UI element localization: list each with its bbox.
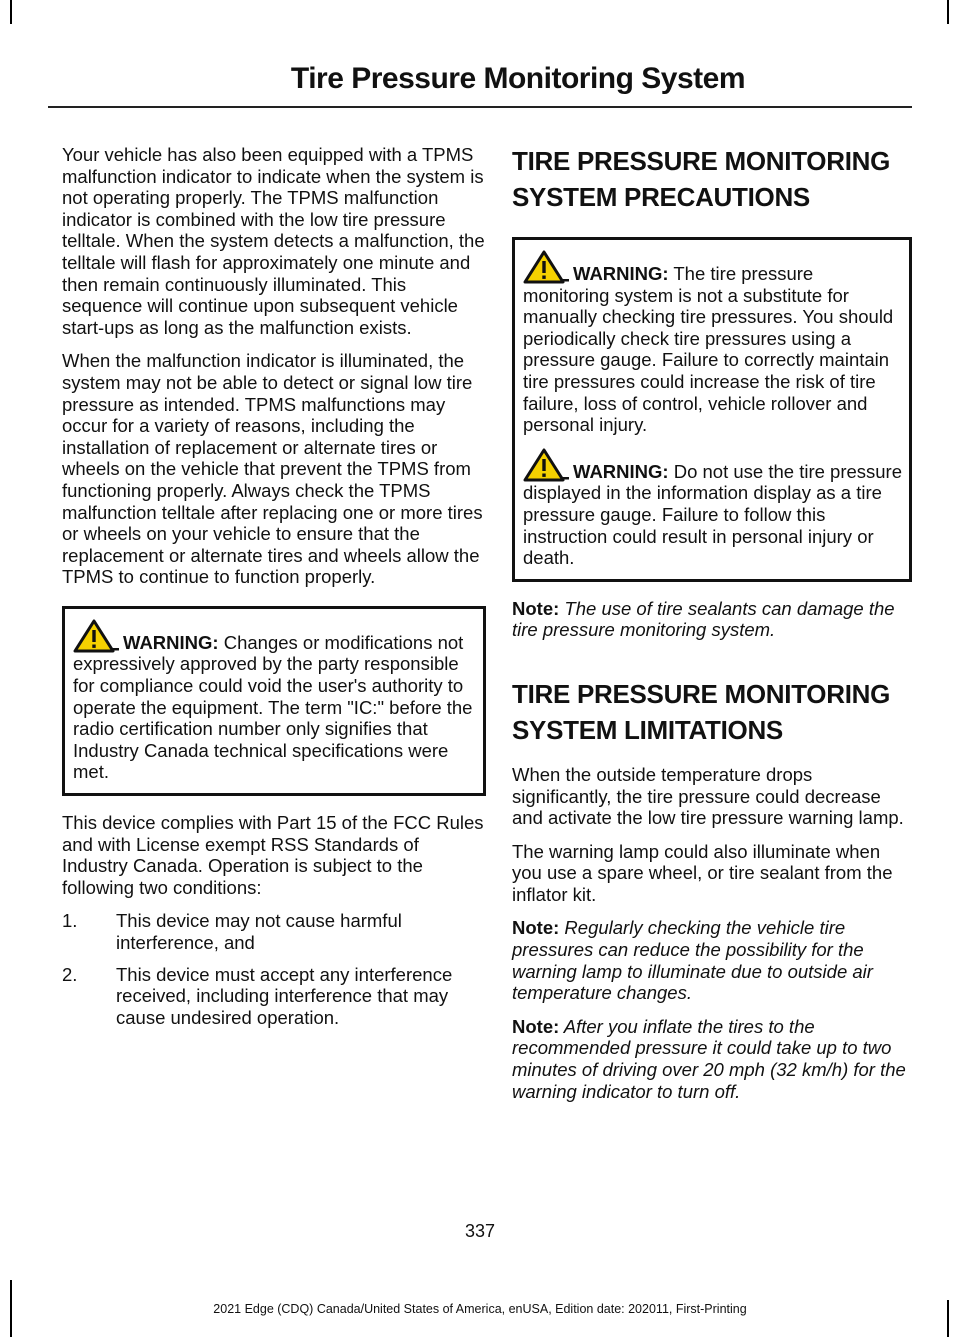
note-after-inflate xyxy=(512,1016,912,1102)
header-divider xyxy=(48,106,912,108)
warning-substitute-text xyxy=(523,250,903,436)
list-item-number: 2. xyxy=(62,963,78,985)
note-body: The use of tire sealants can damage the tire pressure monitoring system. xyxy=(512,597,895,641)
warning-label: WARNING: xyxy=(573,263,669,284)
warning-triangle-icon xyxy=(523,250,569,284)
section-heading-precautions xyxy=(512,146,912,213)
note-label: Note: xyxy=(512,597,560,619)
list-item xyxy=(62,964,486,1029)
note-sealants xyxy=(512,598,912,641)
note-regular-checking xyxy=(512,917,912,1003)
warning-body: The tire pressure monitoring system is not a substitute for manually checking tire pressures. You should periodically check tire pressures using a pressure gauge. Failure to correctly maintain tire pressures could increase the risk of tire failure, loss of control, vehicle rollover and personal injury. xyxy=(523,263,894,436)
note-body: After you inflate the tires to the recommended pressure it could take up to two minutes of driving over 20 mph (32 km/h) for the warning indicator to turn off. xyxy=(512,1015,906,1102)
malfunction-indicator-paragraph: Your vehicle has also been equipped with a TPMS malfunction indicator to indicate when the system is not operating properly. The TPMS malfunction indicator is combined with the low tire pressure telltale. When the system detects a malfunction, the telltale will flash for approximately one minute and then remain continuously illuminated. This sequence will continue upon subsequent vehicle start-ups as long as the malfunction exists. xyxy=(62,144,485,338)
fcc-compliance-paragraph: This device complies with Part 15 of the FCC Rules and with License exempt RSS Standards of Industry Canada. Operation is subject to the following two conditions: xyxy=(62,812,484,898)
malfunction-effects-paragraph: When the malfunction indicator is illuminated, the system may not be able to detect or signal low tire pressure as intended. TPMS malfunctions may occur for a variety of reasons, including the installation of replacement or alternate tires or wheels on the vehicle that prevent the TPMS from functioning properly. Always check the TPMS malfunction telltale after replacing one or more tires or wheels on your vehicle to ensure that the replacement or alternate tires and wheels allow the TPMS to continue to function properly. xyxy=(62,350,483,588)
warning-fcc-text xyxy=(73,619,477,783)
heading-line: TIRE PRESSURE MONITORING xyxy=(512,146,891,176)
warning-body: Changes or modifications not expressively approved by the party responsible for compliance could void the user's authority to operate the equipment. The term "IC:" before the radio certification number only signifies that Industry Canada technical specifications were met. xyxy=(73,631,473,783)
warning-triangle-icon xyxy=(73,619,119,653)
footer-edition-info: 2021 Edge (CDQ) Canada/United States of America, enUSA, Edition date: 202011, First-Printing xyxy=(213,1302,747,1316)
temperature-paragraph: When the outside temperature drops significantly, the tire pressure could decrease and activate the low tire pressure warning lamp. xyxy=(512,763,904,829)
section-heading-limitations xyxy=(512,679,912,746)
list-item xyxy=(62,910,486,953)
list-item-text: This device must accept any interference received, including interference that may cause undesired operation. xyxy=(116,963,453,1028)
conditions-list xyxy=(62,910,486,1028)
note-label: Note: xyxy=(512,1015,560,1037)
page-number: 337 xyxy=(464,1221,496,1241)
list-item-text: This device may not cause harmful interference, and xyxy=(116,910,402,953)
page-title: Tire Pressure Monitoring System xyxy=(290,62,745,95)
heading-line: SYSTEM PRECAUTIONS xyxy=(512,182,810,212)
note-body: Regularly checking the vehicle tire pressures can reduce the possibility for the warning lamp to illuminate due to outside air temperature changes. xyxy=(512,917,873,1004)
warning-label: WARNING: xyxy=(573,460,669,482)
warning-gauge-text xyxy=(523,448,903,569)
note-label: Note: xyxy=(512,917,560,939)
warning-body: Do not use the tire pressure displayed in the information display as a tire pressure gauge. Failure to follow this instruction could result in personal injury or death. xyxy=(523,460,903,569)
warning-box-precautions xyxy=(512,237,912,582)
warning-box-fcc xyxy=(62,606,486,796)
crop-mark-top-left xyxy=(10,0,12,24)
heading-line: SYSTEM LIMITATIONS xyxy=(512,714,783,745)
right-column xyxy=(512,144,912,1114)
warning-triangle-icon xyxy=(523,448,569,482)
heading-line: TIRE PRESSURE MONITORING xyxy=(512,678,891,709)
warning-label: WARNING: xyxy=(123,631,219,653)
crop-mark-top-right xyxy=(947,0,949,24)
spare-wheel-paragraph: The warning lamp could also illuminate when you use a spare wheel, or tire sealant from the inflator kit. xyxy=(512,840,893,905)
left-column xyxy=(62,144,486,1038)
list-item-number: 1. xyxy=(62,910,78,932)
